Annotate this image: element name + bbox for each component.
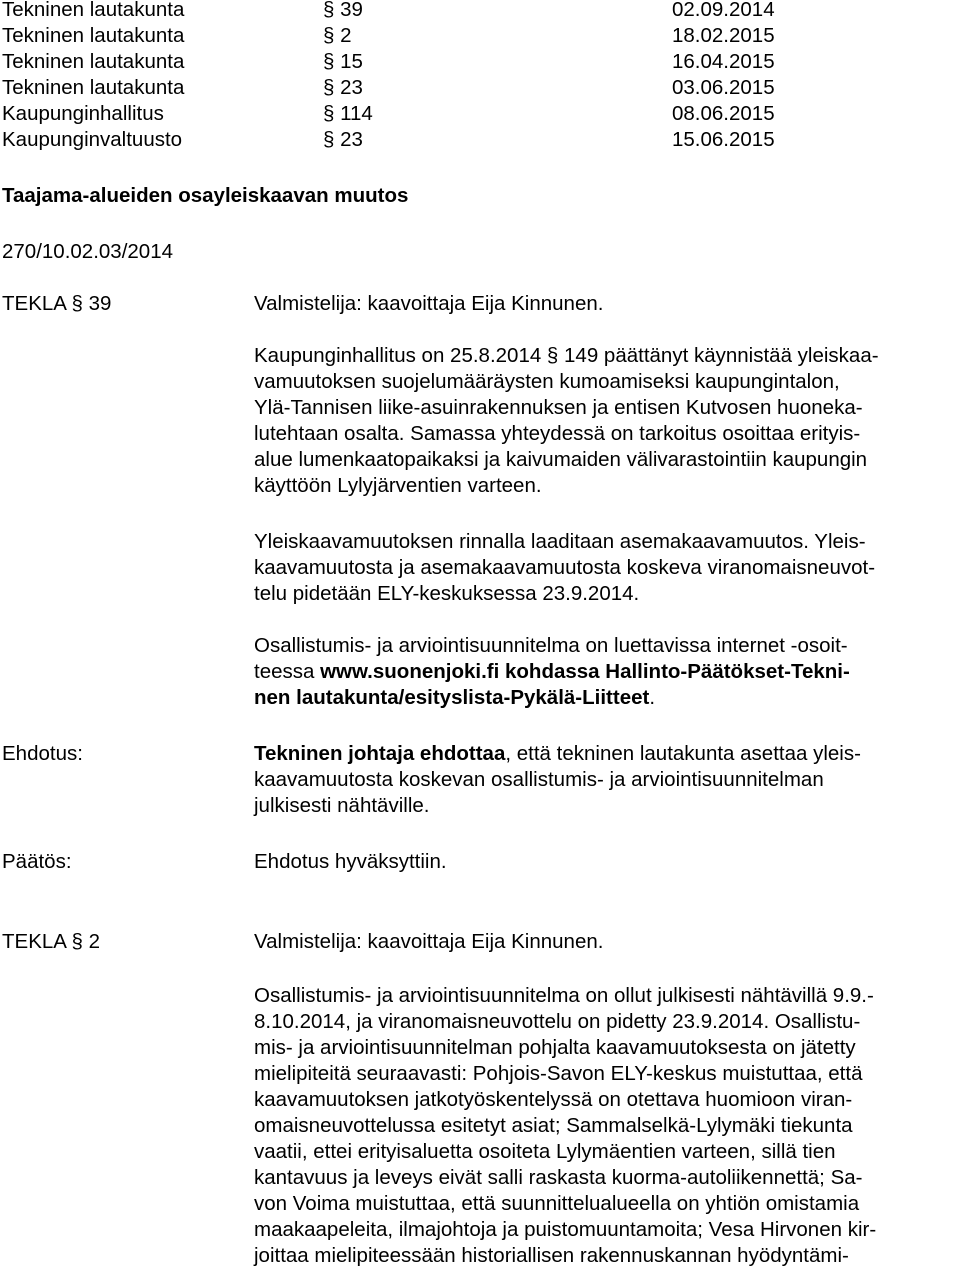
history-number: 23 bbox=[340, 128, 363, 151]
record-id: 270/10.02.03/2014 bbox=[2, 240, 173, 263]
paragraph-line: 8.10.2014, ja viranomaisneuvottelu on pidetty 23.9.2014. Osallistu- bbox=[254, 1010, 861, 1033]
section-sign-icon: § bbox=[323, 24, 335, 47]
proposal-line: kaavamuutosta koskevan osallistumis- ja arviointisuunnitelman bbox=[254, 768, 824, 791]
paragraph-line: omaisneuvottelussa esitetyt asiat; Sammalselkä-Lylymäki tiekunta bbox=[254, 1114, 853, 1137]
history-body: Kaupunginvaltuusto bbox=[2, 128, 183, 151]
proposal-label: Ehdotus: bbox=[2, 742, 83, 765]
section-sign-icon: § bbox=[323, 50, 335, 73]
history-body: Tekninen lautakunta bbox=[2, 50, 185, 73]
history-number: 39 bbox=[340, 0, 363, 21]
paragraph-line: vamuutoksen suojelumääräysten kumoamiseksi kaupungintalon, bbox=[254, 370, 840, 393]
history-number: 114 bbox=[340, 102, 373, 125]
paragraph-line: kantavuus ja leveys eivät salli raskasta kuorma-autoliikennettä; Sa- bbox=[254, 1166, 863, 1189]
tekla2-preparer: Valmistelija: kaavoittaja Eija Kinnunen. bbox=[254, 930, 604, 953]
paragraph-line: kaavamuutosta ja asemakaavamuutosta koskeva viranomaisneuvot- bbox=[254, 556, 876, 579]
link-path: nen lautakunta/esityslista-Pykälä-Liitteet bbox=[254, 686, 650, 709]
paragraph-line: Osallistumis- ja arviointisuunnitelma on luettavissa internet -osoit- bbox=[254, 634, 848, 657]
history-body: Tekninen lautakunta bbox=[2, 0, 185, 21]
proposer: Tekninen johtaja ehdottaa bbox=[254, 742, 506, 765]
history-body: Tekninen lautakunta bbox=[2, 24, 185, 47]
decision-label: Päätös: bbox=[2, 850, 72, 873]
history-number: 15 bbox=[340, 50, 363, 73]
history-date: 15.06.2015 bbox=[672, 128, 775, 151]
section-sign-icon: § bbox=[323, 102, 335, 125]
paragraph-line: mielipiteitä seuraavasti: Pohjois-Savon ELY-keskus muistuttaa, että bbox=[254, 1062, 863, 1085]
decision-text: Ehdotus hyväksyttiin. bbox=[254, 850, 447, 873]
proposal-line: julkisesti nähtäville. bbox=[254, 794, 430, 817]
paragraph-line: mis- ja arviointisuunnitelman pohjalta kaavamuutoksesta on jätetty bbox=[254, 1036, 856, 1059]
paragraph-line: Yleiskaavamuutoksen rinnalla laaditaan asemakaavamuutos. Yleis- bbox=[254, 530, 866, 553]
history-date: 02.09.2014 bbox=[672, 0, 775, 21]
paragraph-line: kaavamuutoksen jatkotyöskentelyssä on otettava huomioon viran- bbox=[254, 1088, 853, 1111]
proposal-line: , että tekninen lautakunta asettaa yleis- bbox=[505, 742, 861, 765]
page-title: Taajama-alueiden osayleiskaavan muutos bbox=[2, 184, 409, 207]
paragraph-line: Kaupunginhallitus on 25.8.2014 § 149 päättänyt käynnistää yleiskaa- bbox=[254, 344, 879, 367]
history-date: 08.06.2015 bbox=[672, 102, 775, 125]
paragraph-line: joittaa mielipiteessään historiallisen rakennuskannan hyödyntämi- bbox=[254, 1244, 849, 1267]
history-body: Kaupunginhallitus bbox=[2, 102, 164, 125]
paragraph-line: lutehtaan osalta. Samassa yhteydessä on tarkoitus osoittaa erityis- bbox=[254, 422, 861, 445]
paragraph-text: teessa bbox=[254, 660, 321, 683]
paragraph-text: . bbox=[649, 686, 656, 709]
section-sign-icon: § bbox=[323, 0, 335, 21]
paragraph-line: telu pidetään ELY-keskuksessa 23.9.2014. bbox=[254, 582, 640, 605]
history-date: 16.04.2015 bbox=[672, 50, 775, 73]
history-number: 2 bbox=[340, 24, 352, 47]
tekla39-label: TEKLA § 39 bbox=[2, 292, 112, 315]
tekla2-label: TEKLA § 2 bbox=[2, 930, 101, 953]
paragraph-line: Ylä-Tannisen liike-asuinrakennuksen ja entisen Kutvosen huoneka- bbox=[254, 396, 863, 419]
paragraph-line: vaatii, ettei erityisaluetta osoiteta Lylymäentien varteen, sillä tien bbox=[254, 1140, 836, 1163]
history-date: 03.06.2015 bbox=[672, 76, 775, 99]
history-body: Tekninen lautakunta bbox=[2, 76, 185, 99]
paragraph-line: alue lumenkaatopaikaksi ja kaivumaiden välivarastointiin kaupungin bbox=[254, 448, 868, 471]
history-number: 23 bbox=[340, 76, 363, 99]
history-date: 18.02.2015 bbox=[672, 24, 775, 47]
paragraph-line: maakaapeleita, ilmajohtoja ja puistomuuntamoita; Vesa Hirvonen kir- bbox=[254, 1218, 877, 1241]
paragraph-line: von Voima muistuttaa, että suunnittelualueella on yhtiön omistamia bbox=[254, 1192, 860, 1215]
website-link[interactable]: www.suonenjoki.fi kohdassa Hallinto-Päätökset-Tekni- bbox=[320, 660, 850, 683]
section-sign-icon: § bbox=[323, 76, 335, 99]
paragraph-line: Osallistumis- ja arviointisuunnitelma on ollut julkisesti nähtävillä 9.9.- bbox=[254, 984, 874, 1007]
tekla39-preparer: Valmistelija: kaavoittaja Eija Kinnunen. bbox=[254, 292, 604, 315]
section-sign-icon: § bbox=[323, 128, 335, 151]
paragraph-line: käyttöön Lylyjärventien varteen. bbox=[254, 474, 542, 497]
